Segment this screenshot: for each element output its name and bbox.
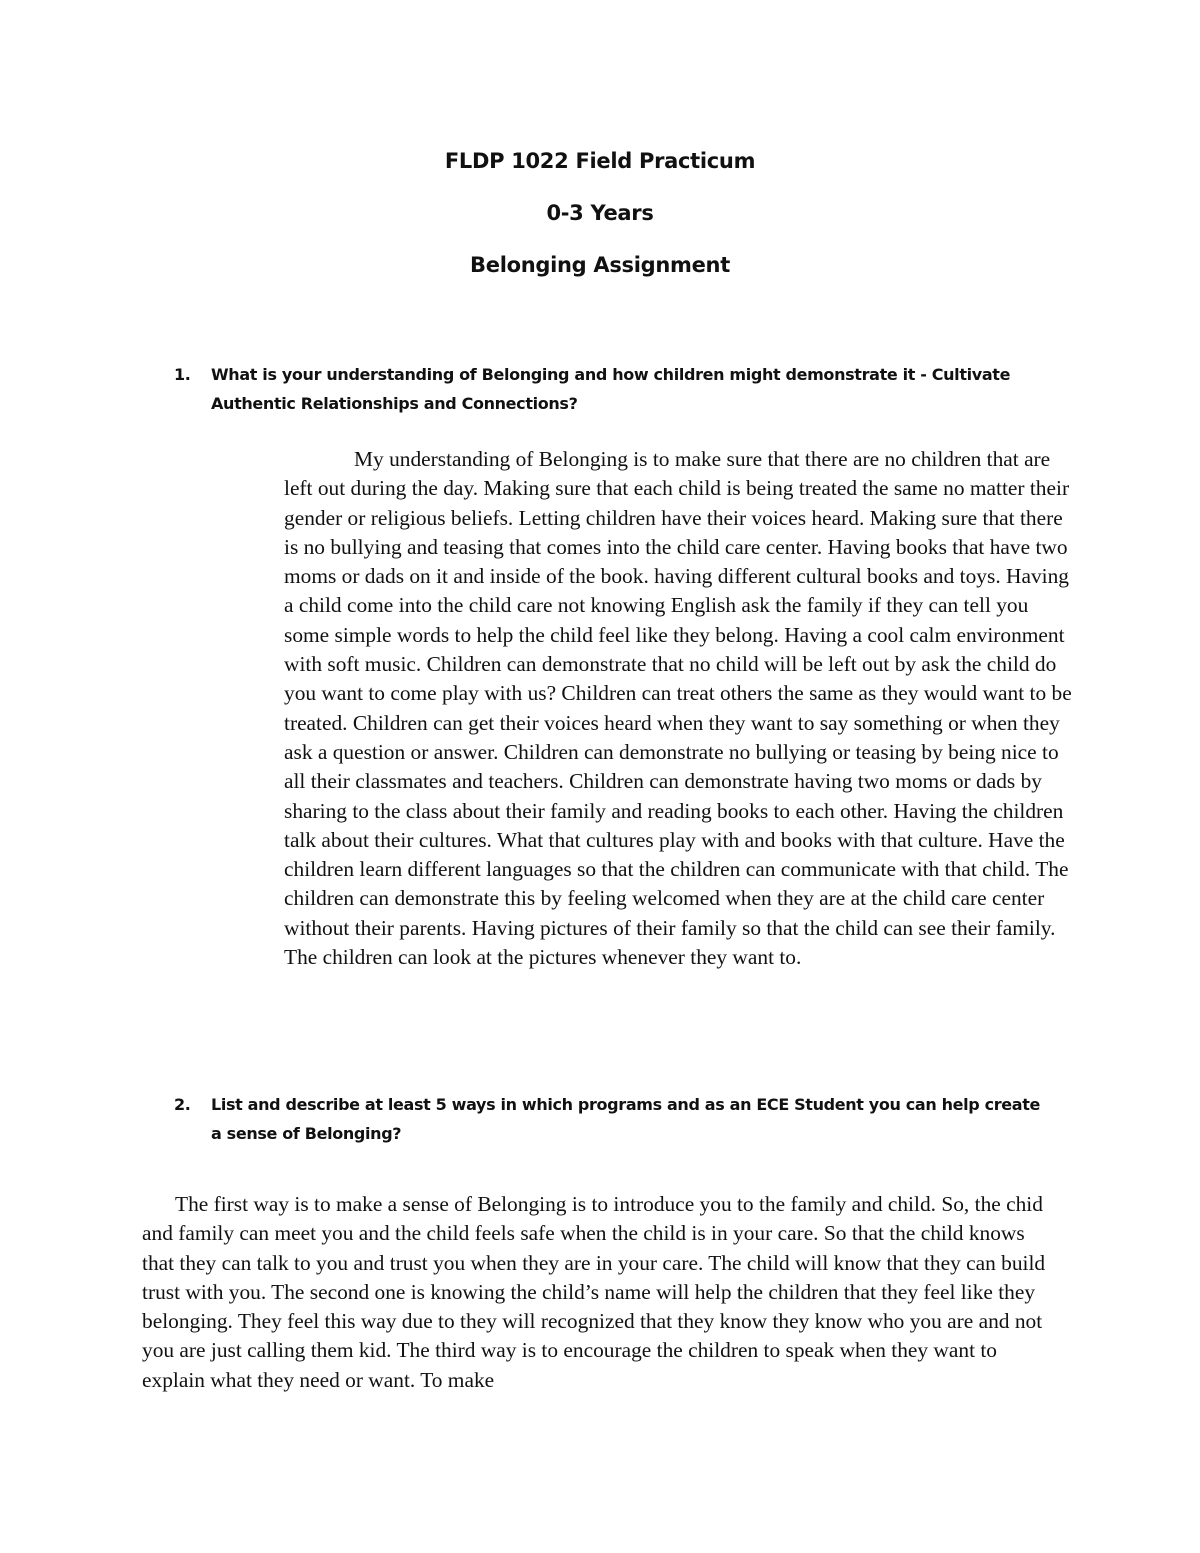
assignment-heading: Belonging Assignment (470, 253, 730, 277)
document-title: FLDP 1022 Field Practicum (444, 149, 756, 173)
question-1 (174, 360, 1054, 418)
question-number: 1. (174, 365, 191, 384)
age-range-heading: 0-3 Years (546, 201, 654, 225)
question-text: List and describe at least 5 ways in which programs and as an ECE Student you can help create a sense of Belonging? (211, 1095, 1041, 1143)
question-number: 2. (174, 1095, 191, 1114)
question-2 (174, 1090, 1054, 1148)
question-text: What is your understanding of Belonging and how children might demonstrate it - Cultivate Authentic Relationships and Connections? (211, 365, 1011, 413)
answer-2: The first way is to make a sense of Belonging is to introduce you to the family and child. So, the chid and family can meet you and the child feels safe when the child is in your care. So that the child knows that they can talk to you and trust you when they are in your care. The child will know that they can build trust with you. The second one is knowing the child’s name will help the children that they feel like they belonging. They feel this way due to they will recognized that they know they know who you are and not you are just calling them kid. The third way is to encourage the children to speak when they want to explain what they need or want. To make (142, 1192, 1046, 1392)
answer-1: My understanding of Belonging is to make sure that there are no children that are left out during the day. Making sure that each child is being treated the same no matter their gender or religious beliefs. Letting children have their voices heard. Making sure that there is no bullying and teasing that comes into the child care center. Having books that have two moms or dads on it and inside of the book. having different cultural books and toys. Having a child come into the child care not knowing English ask the family if they can tell you some simple words to help the child feel like they belong. Having a cool calm environment with soft music. Children can demonstrate that no child will be left out by ask the child do you want to come play with us? Children can treat others the same as they would want to be treated. Children can get their voices heard when they want to say something or when they ask a question or answer. Children can demonstrate no bullying or teasing by being nice to all their classmates and teachers. Children can demonstrate having two moms or dads by sharing to the class about their family and reading books to each other. Having the children talk about their cultures. What that cultures play with and books with that culture. Have the children learn different languages so that the children can communicate with that child. The children can demonstrate this by feeling welcomed when they are at the child care center without their parents. Having pictures of their family so that the child can see their family. The children can look at the pictures whenever they want to. (284, 447, 1072, 970)
